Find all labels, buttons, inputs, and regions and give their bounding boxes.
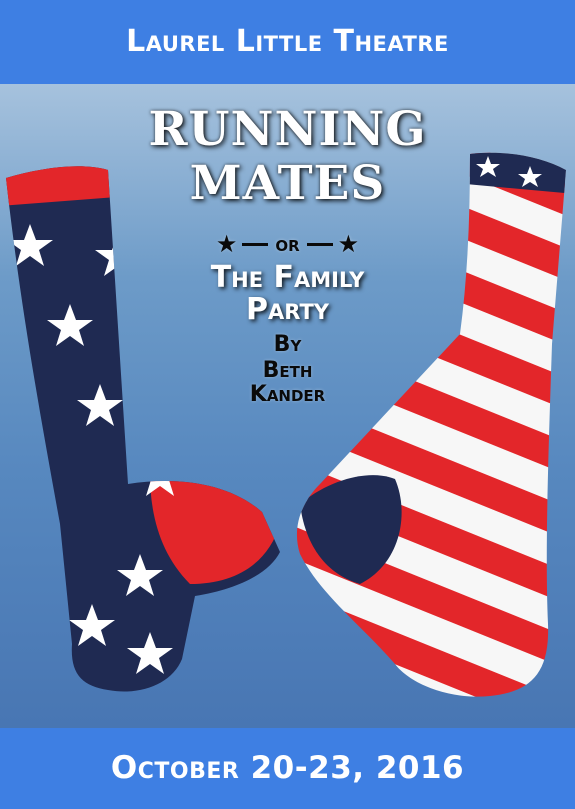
dash-divider <box>242 243 268 246</box>
theatre-name-banner <box>0 0 575 84</box>
play-title-line-1: RUNNING <box>148 102 427 157</box>
performance-dates: October 20-23, 2016 <box>110 750 465 786</box>
author-first-name: Beth <box>262 358 313 383</box>
by-label: By <box>273 332 302 357</box>
subtitle-line-1: The Family <box>210 260 365 295</box>
dash-divider <box>307 243 333 246</box>
or-divider <box>0 230 575 258</box>
theatre-name: Laurel Little Theatre <box>126 24 449 59</box>
poster-artwork <box>0 84 575 728</box>
play-title-line-2: MATES <box>189 156 386 211</box>
star-icon: ★ <box>337 230 360 258</box>
author-last-name: Kander <box>249 382 326 407</box>
subtitle-line-2: Party <box>246 292 329 327</box>
dates-banner <box>0 728 575 809</box>
star-icon: ★ <box>215 230 238 258</box>
or-text: or <box>275 232 300 256</box>
